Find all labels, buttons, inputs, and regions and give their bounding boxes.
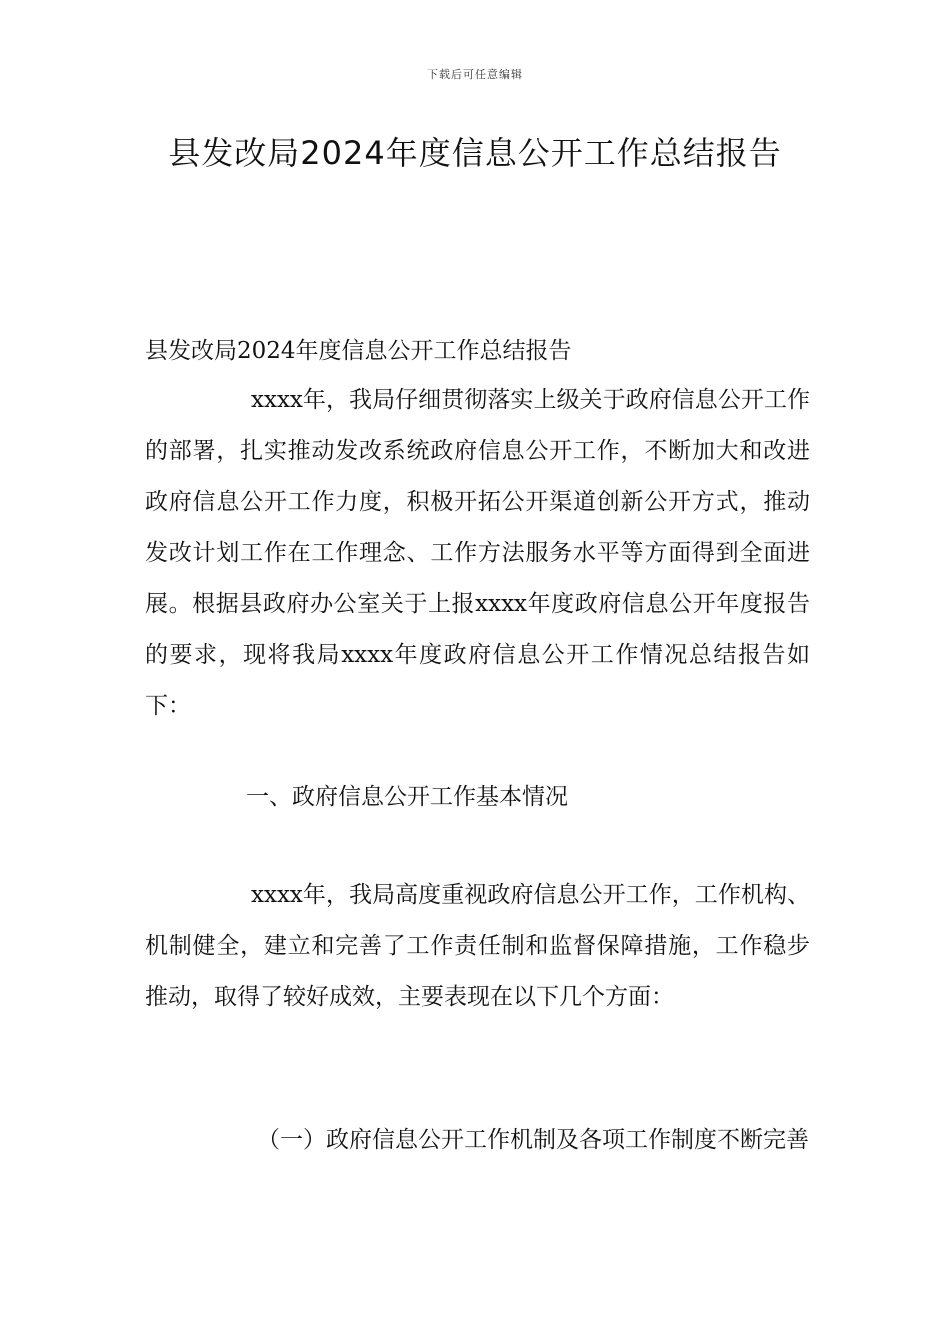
- document-subtitle: 县发改局2024年度信息公开工作总结报告: [145, 338, 572, 364]
- intro-paragraph: xxxx年，我局仔细贯彻落实上级关于政府信息公开工作的部署，扎实推动发改系统政府信息公开工作，不断加大和改进政府信息公开工作力度，积极开拓公开渠道创新公开方式，推动发改计划工作在工作理念、工作方法服务水平等方面得到全面进展。根据县政府办公室关于上报xxxx年度政府信息公开年度报告的要求，现将我局xxxx年度政府信息公开工作情况总结报告如下：: [145, 387, 810, 719]
- section-heading-1: 一、政府信息公开工作基本情况: [246, 784, 568, 810]
- section-1-paragraph: xxxx年，我局高度重视政府信息公开工作，工作机构、机制健全，建立和完善了工作责任制和监督保障措施，工作稳步推动，取得了较好成效，主要表现在以下几个方面：: [145, 882, 810, 1010]
- header-note: 下载后可任意编辑: [427, 68, 523, 81]
- document-title: 县发改局2024年度信息公开工作总结报告: [168, 134, 782, 172]
- subsection-heading-1: （一）政府信息公开工作机制及各项工作制度不断完善: [257, 1127, 809, 1153]
